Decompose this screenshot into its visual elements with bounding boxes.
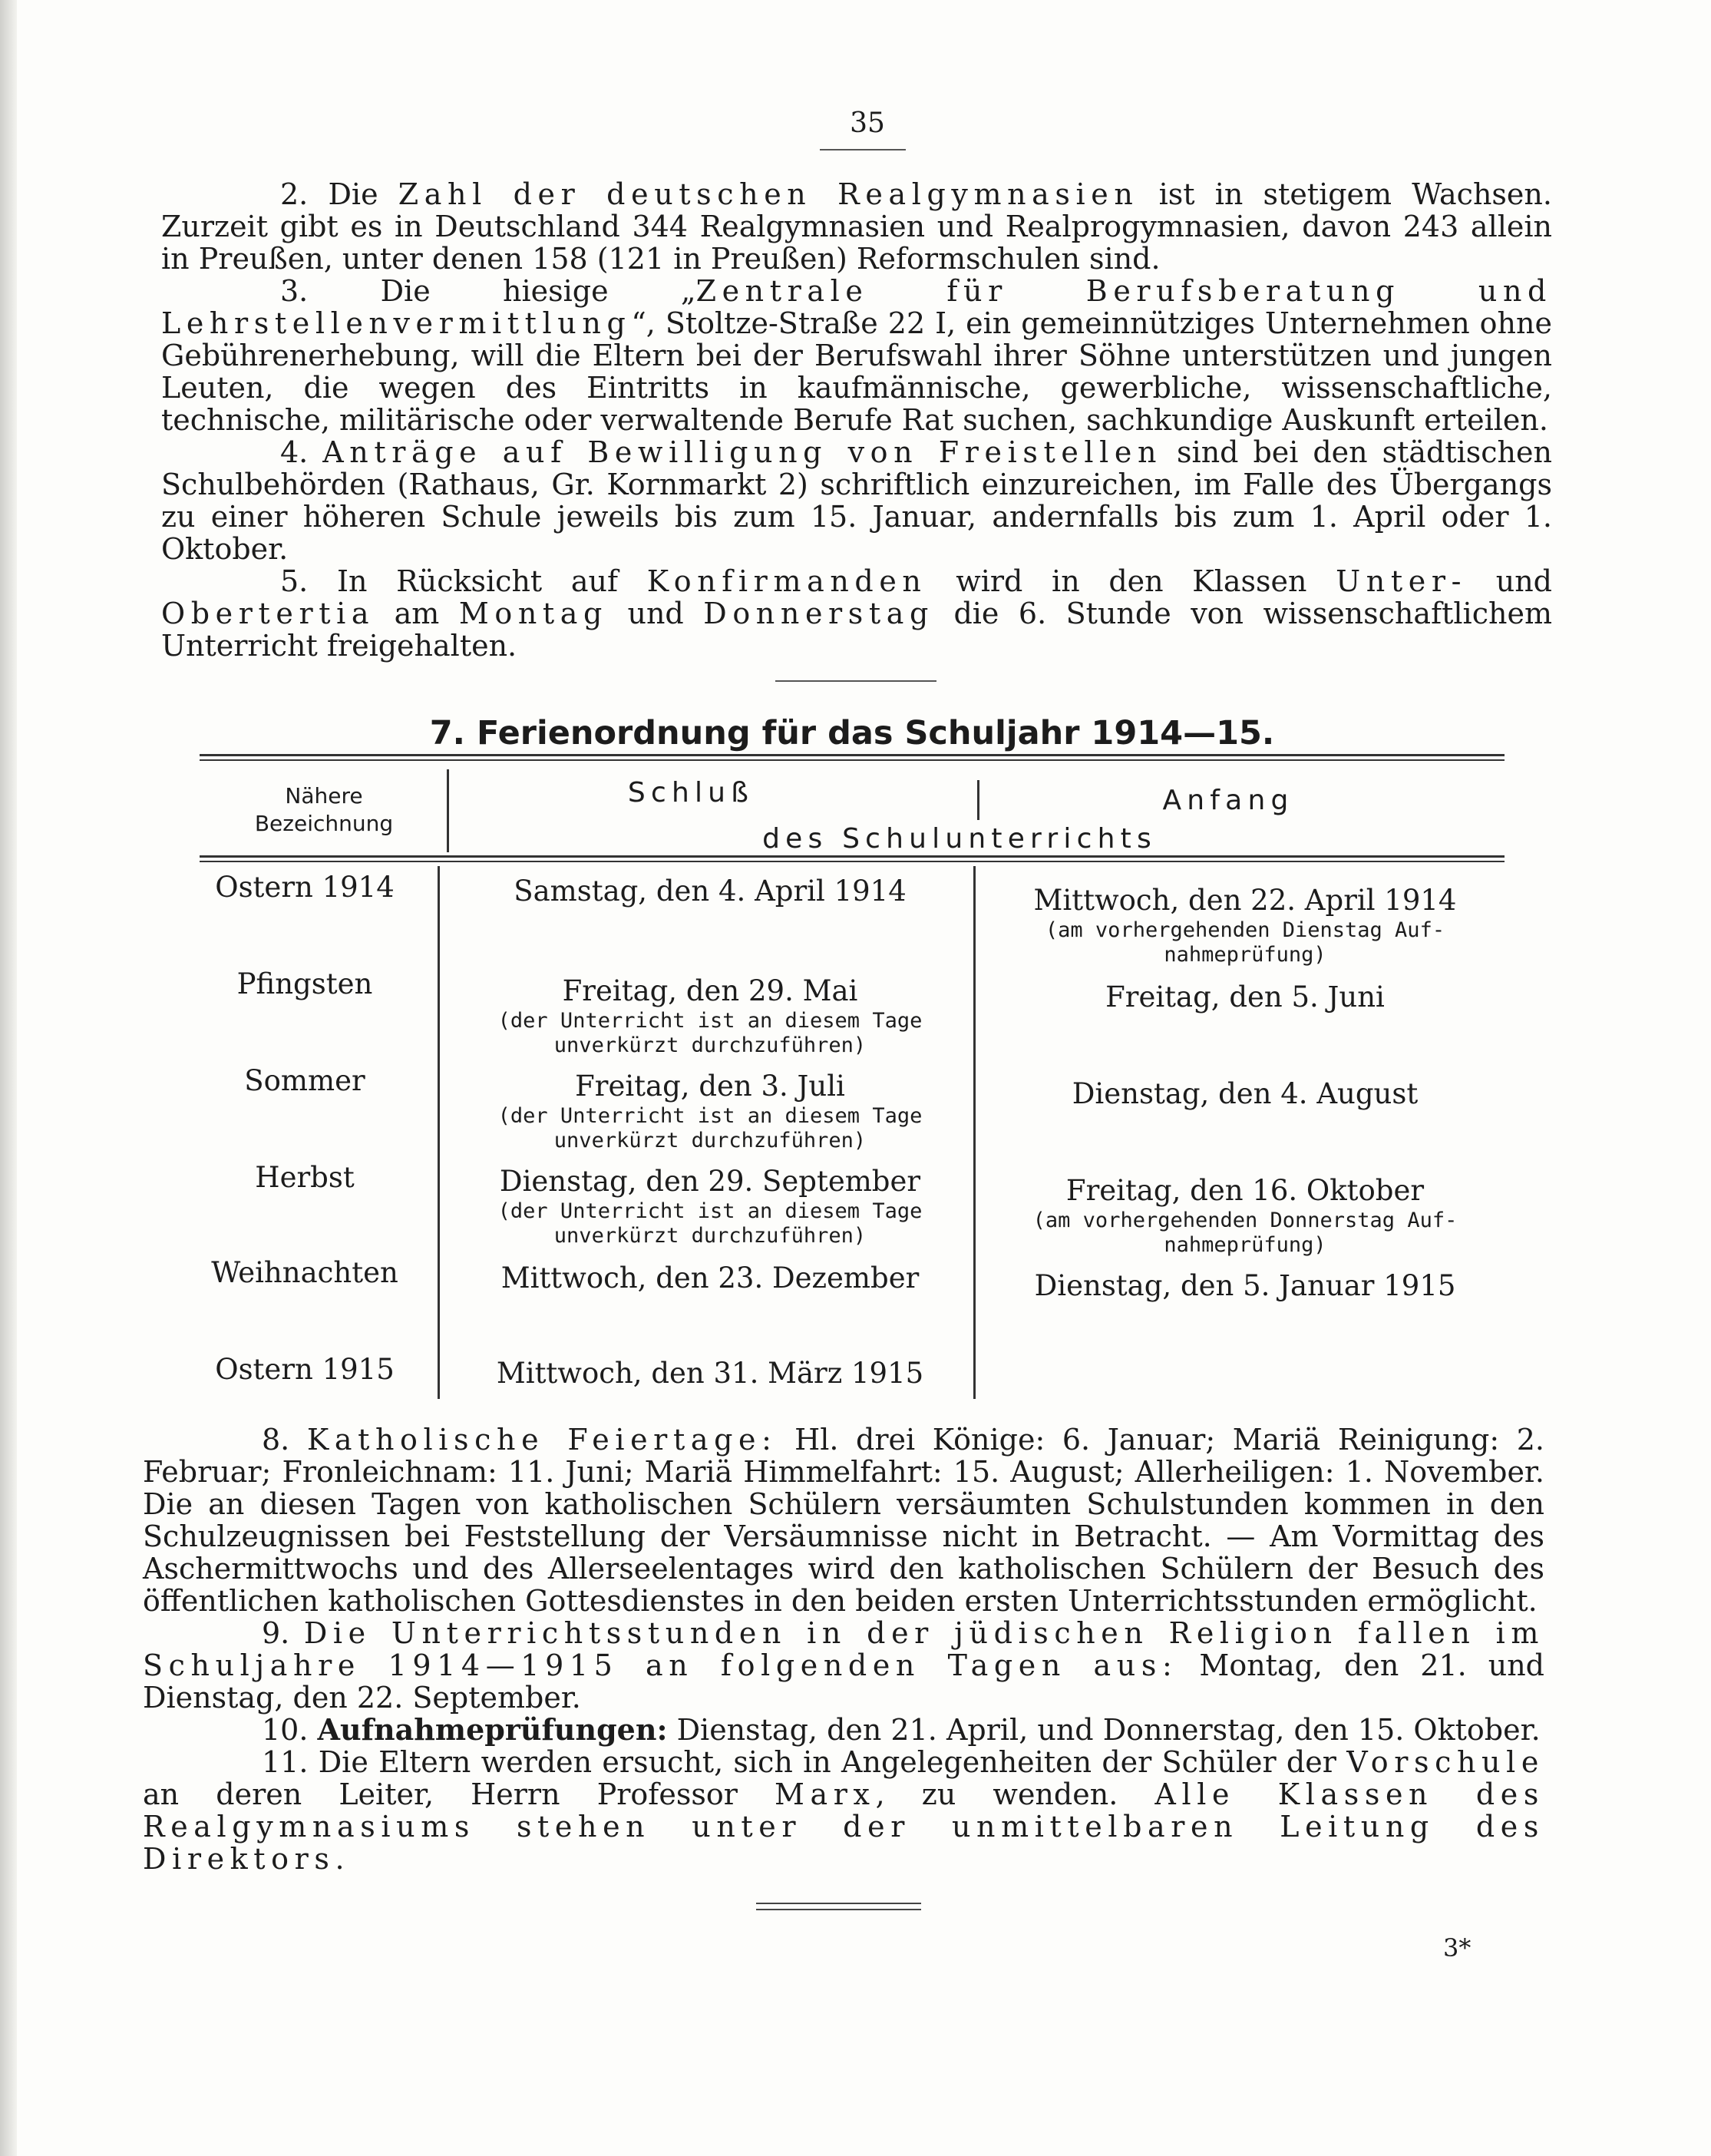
para-2-number: 2. [280, 177, 309, 211]
paragraph-4 [161, 436, 1552, 565]
para-5-spaced-donnerstag: Donnerstag [703, 597, 934, 630]
paragraph-10 [143, 1714, 1544, 1746]
para-2-spaced: Zahl der deutschen Realgymnasien [398, 177, 1139, 211]
row-ostern-1914-end: Samstag, den 4. April 1914 [514, 875, 907, 908]
lower-text-block [143, 1424, 1544, 1875]
para-10-bold: Aufnahmeprüfungen: [317, 1712, 668, 1747]
para-8-number: 8. [262, 1423, 290, 1457]
row-herbst-end-note-1: (der Unterricht ist an diesem Tage [497, 1199, 923, 1223]
table-title: 7. Ferienordnung für das Schuljahr 1914—15. [429, 714, 1275, 752]
row-herbst-end: Dienstag, den 29. September [499, 1165, 921, 1198]
paragraph-3 [161, 275, 1552, 436]
para-11-text-3: , zu wenden. [875, 1777, 1118, 1811]
para-3-text: “, Stoltze-Straße 22 I, ein gemeinnütziges Unternehmen ohne Gebührenerhebung, will die Eltern bei der Berufswahl ihrer Söhne unterstützen und jungen Leuten, die wegen des Eintritts in kaufmännische, gewerbliche, wissenschaftliche, technische, militärische oder verwaltende Berufe Rat suchen, sachkundige Auskunft erteilen. [161, 306, 1552, 437]
header-col2: Schluß [627, 777, 755, 808]
closing-rule-2 [756, 1909, 921, 1910]
paragraph-9 [143, 1617, 1544, 1714]
para-5-spaced-obertertia: Obertertia [161, 597, 375, 630]
para-5-text-1: wird in den Klassen [956, 564, 1307, 598]
para-9-number: 9. [262, 1616, 290, 1650]
header-col3: Anfang [1162, 785, 1294, 816]
para-9-text: Montag, den 21. und Dienstag, den 22. September. [143, 1648, 1544, 1715]
body-col-divider-2 [973, 866, 976, 1399]
row-sommer-end: Freitag, den 3. Juli [575, 1070, 845, 1103]
closing-rule-1 [756, 1903, 921, 1904]
para-2-text: ist in stetigem Wachsen. Zurzeit gibt es in Deutschland 344 Realgymnasien und Realprogymnasien, davon 243 allein in Preußen, unter denen 158 (121 in Preußen) Reformschulen sind. [161, 177, 1552, 276]
header-col1-line1: Nähere [285, 783, 363, 808]
para-3-number: 3. [280, 274, 309, 308]
row-herbst-start-note-1: (am vorhergehenden Donnerstag Auf- [1032, 1209, 1458, 1232]
para-11-number: 11. [262, 1745, 309, 1779]
para-8-spaced: Katholische Feiertage: [306, 1423, 778, 1457]
row-ostern-1914-start-note-2: nahmeprüfung) [1164, 943, 1326, 967]
paragraph-11 [143, 1746, 1544, 1875]
para-5-text-4: und [627, 597, 684, 630]
row-herbst-end-note-2: unverkürzt durchzuführen) [553, 1224, 867, 1248]
para-5-spaced-unter: Unter- [1336, 564, 1468, 598]
para-4-spaced: Anträge auf Bewilligung von Freistellen [322, 435, 1163, 469]
para-5-spaced-konfirmanden: Konfirmanden [646, 564, 927, 598]
page-number: 35 [850, 107, 885, 139]
body-col-divider-1 [438, 866, 440, 1399]
para-11-text-2: an deren Leiter, Herrn Professor [143, 1777, 738, 1811]
row-sommer-name: Sommer [244, 1064, 365, 1097]
row-sommer-end-note-2: unverkürzt durchzuführen) [553, 1129, 867, 1152]
row-ostern-1914-name: Ostern 1914 [215, 871, 395, 904]
row-pfingsten-end-note-1: (der Unterricht ist an diesem Tage [497, 1009, 923, 1033]
para-11-text-1: Die Eltern werden ersucht, sich in Angelegenheiten der Schüler der [318, 1745, 1336, 1779]
signature-mark: 3* [1443, 1933, 1472, 1963]
row-pfingsten-end-note-2: unverkürzt durchzuführen) [553, 1033, 867, 1057]
row-ostern-1914-start-note-1: (am vorhergehenden Dienstag Auf- [1045, 918, 1445, 942]
para-3-spaced: Zentrale für Berufsberatung und Lehrstellenvermittlung [161, 274, 1552, 340]
row-herbst-start-note-2: nahmeprüfung) [1164, 1233, 1326, 1257]
paragraph-8 [143, 1424, 1544, 1617]
table-top-rule [200, 754, 1505, 756]
row-weihnachten-start: Dienstag, den 5. Januar 1915 [1034, 1269, 1456, 1302]
para-4-text: sind bei den städtischen Schulbehörden (Rathaus, Gr. Kornmarkt 2) schriftlich einzureichen, im Falle des Übergangs zu einer höheren Schule jeweils bis zum 15. Januar, andernfalls bis zum 1. April oder 1. Oktober. [161, 435, 1552, 566]
para-5-text-2: und [1495, 564, 1552, 598]
row-herbst-name: Herbst [255, 1161, 355, 1194]
para-5-text-3: am [394, 597, 440, 630]
paragraph-5 [161, 565, 1552, 662]
table-top-rule-2 [200, 759, 1505, 761]
row-ostern-1915-end: Mittwoch, den 31. März 1915 [496, 1357, 924, 1390]
row-pfingsten-start: Freitag, den 5. Juni [1105, 980, 1385, 1014]
row-sommer-end-note-1: (der Unterricht ist an diesem Tage [497, 1104, 923, 1128]
section-divider [775, 680, 936, 682]
page-number-rule [820, 149, 906, 150]
row-weihnachten-end: Mittwoch, den 23. Dezember [500, 1262, 920, 1295]
para-10-text: Dienstag, den 21. April, und Donnerstag, den 15. Oktober. [676, 1713, 1541, 1747]
para-3-lead: Die hiesige „ [380, 274, 696, 308]
row-weihnachten-name: Weihnachten [211, 1256, 398, 1289]
paragraph-2 [161, 178, 1552, 275]
para-10-number: 10. [262, 1713, 309, 1747]
row-herbst-start: Freitag, den 16. Oktober [1065, 1174, 1425, 1207]
header-col-divider-2 [977, 780, 979, 820]
para-5-spaced-montag: Montag [458, 597, 608, 630]
para-8-text: Hl. drei Könige: 6. Januar; Mariä Reinigung: 2. Februar; Fronleichnam: 11. Juni; Mariä Himmelfahrt: 15. August; Allerheiligen: 1. November. Die an diesen Tagen von katholischen Schülern versäumten Schulstunden kommen in den Schulzeugnissen bei Feststellung der Versäumnisse nicht in Betracht. — Am Vormittag des Aschermittwochs und des Allerseelentages wird den katholischen Schülern der Besuch des öffentlichen katholischen Gottesdienstes in den beiden ersten Unterrichtsstunden ermöglicht. [143, 1423, 1544, 1618]
para-5-text-5: die 6. Stunde von wissenschaftlichem Unterricht freigehalten. [161, 597, 1552, 663]
upper-text-block [161, 178, 1552, 662]
header-bottom-rule [200, 855, 1505, 858]
header-shared: des Schulunterrichts [762, 823, 1157, 855]
header-bottom-rule-2 [200, 861, 1505, 862]
para-11-spaced-marx: Marx [775, 1777, 876, 1811]
scan-edge [0, 0, 17, 2156]
para-9-spaced: Die Unterrichtsstunden in der jüdischen Religion fallen im Schuljahre 1914—1915 an folgenden Tagen aus: [143, 1616, 1544, 1682]
row-ostern-1915-name: Ostern 1915 [215, 1353, 395, 1386]
para-11-spaced-direktors: Alle Klassen des Realgymnasiums stehen unter der unmittelbaren Leitung des Direktors. [143, 1777, 1544, 1876]
para-4-number: 4. [280, 435, 309, 469]
row-ostern-1914-start: Mittwoch, den 22. April 1914 [1033, 884, 1457, 917]
header-col-divider-1 [447, 769, 449, 852]
para-5-lead: In Rücksicht auf [336, 564, 619, 598]
row-pfingsten-name: Pfingsten [236, 967, 373, 1000]
header-col1-line2: Bezeichnung [254, 811, 394, 836]
para-2-lead: Die [328, 177, 378, 211]
para-11-spaced-vorschule: Vorschule [1346, 1745, 1544, 1779]
para-5-number: 5. [280, 564, 309, 598]
row-sommer-start: Dienstag, den 4. August [1072, 1077, 1419, 1110]
row-pfingsten-end: Freitag, den 29. Mai [562, 974, 858, 1007]
